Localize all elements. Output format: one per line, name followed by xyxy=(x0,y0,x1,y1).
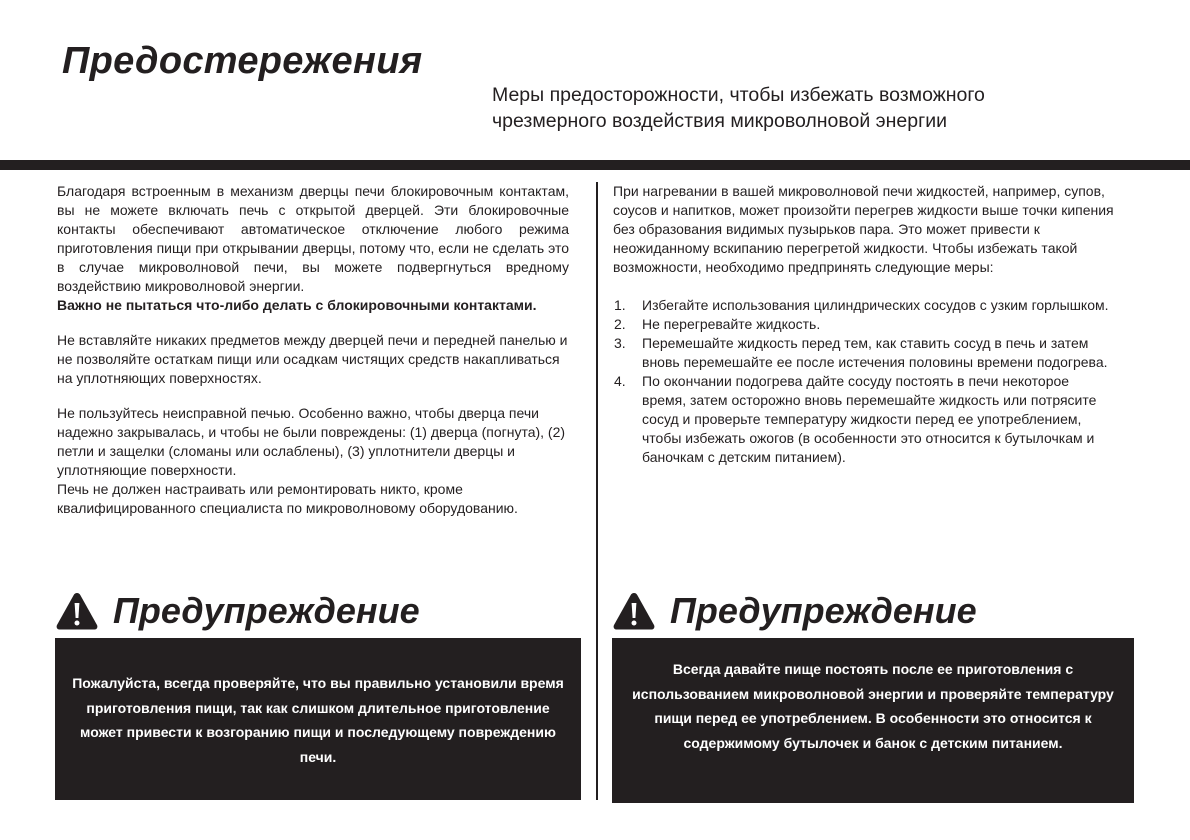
step-number: 3. xyxy=(614,335,626,351)
step-text: Не перегревайте жидкость. xyxy=(642,316,821,332)
column-divider xyxy=(596,182,598,800)
warning-title: Предупреждение xyxy=(670,590,977,631)
subtitle-line-1: Меры предосторожности, чтобы избежать возможного xyxy=(492,84,985,106)
superheating-intro: При нагревании в вашей микроволновой печи жидкостей, например, супов, соусов и напитков, может произойти перегрев жидкости выше точки кипения без образования видимых пузырьков пара. Это может привести к неожиданному вскипанию перегретой жидкости. Чтобы избежать такой возможности, необходимо предпринять следующие меры: xyxy=(613,183,1114,275)
warning-triangle-icon xyxy=(612,591,656,631)
step-number: 2. xyxy=(614,316,626,332)
interlock-paragraph: Благодаря встроенным в механизм дверцы печи блокировочным контактам, вы не можете включать печь с открытой дверцей. Эти блокировочные контакты обеспечивают автоматическое отключение любого режима приготовления пищи при открывании дверцы, потому что, если не сделать это в случае микроволновой печи, вы можете подвергнуться вредному воздействию микроволновой энергии. xyxy=(57,183,569,294)
right-column xyxy=(613,182,1115,467)
warning-heading-left xyxy=(55,588,420,634)
warning-heading-right xyxy=(612,588,977,634)
step-number: 1. xyxy=(614,297,626,313)
warning-title: Предупреждение xyxy=(113,590,420,631)
damaged-oven-paragraph: Не пользуйтесь неисправной печью. Особенно важно, чтобы дверца печи надежно закрывалась, и чтобы не были повреждены: (1) дверца (погнута), (2) петли и защелки (сломаны или ослаблены), (3) уплотнители дверцы и уплотняющие поверхности. xyxy=(57,405,566,478)
warning-text: Всегда давайте пище постоять после ее приготовления с использованием микроволновой энергии и проверяйте температуру пищи перед ее употреблением. В особенности это относится к содержимому бутылочек и банок с детским питанием. xyxy=(632,661,1114,751)
list-item xyxy=(613,334,1115,372)
header-rule xyxy=(0,160,1190,170)
sealing-surfaces-paragraph: Не вставляйте никаких предметов между дверцей печи и передней панелью и не позволяйте остаткам пищи или осадкам чистящих средств накапливаться на уплотняющих поверхностях. xyxy=(57,332,568,386)
left-column xyxy=(57,182,569,518)
step-text: По окончании подогрева дайте сосуду постоять в печи некоторое время, затем осторожно вновь перемешайте жидкость или потрясите сосуд и проверьте температуру жидкости перед ее употреблением, чтобы избежать ожогов (в особенности это относится к бутылочкам и баночкам с детским питанием). xyxy=(642,373,1097,465)
list-item xyxy=(613,372,1115,467)
step-text: Избегайте использования цилиндрических сосудов с узким горлышком. xyxy=(642,297,1109,313)
subtitle-line-2: чрезмерного воздействия микроволновой энергии xyxy=(492,110,947,132)
list-item xyxy=(613,296,1115,315)
warning-box-cooking-time xyxy=(55,638,581,800)
list-item xyxy=(613,315,1115,334)
step-number: 4. xyxy=(614,373,626,389)
warning-triangle-icon xyxy=(55,591,99,631)
interlock-important-note: Важно не пытаться что-либо делать с блокировочными контактами. xyxy=(57,297,537,313)
step-text: Перемешайте жидкость перед тем, как ставить сосуд в печь и затем вновь перемешайте ее после истечения половины времени подогрева. xyxy=(642,335,1108,370)
service-paragraph: Печь не должен настраивать или ремонтировать никто, кроме квалифицированного специалиста по микроволновому оборудованию. xyxy=(57,481,518,516)
precaution-steps-list xyxy=(613,296,1115,467)
page-subtitle xyxy=(492,82,1092,134)
warning-box-standing-time xyxy=(612,638,1134,803)
page-title: Предостережения xyxy=(62,40,423,82)
warning-text: Пожалуйста, всегда проверяйте, что вы правильно установили время приготовления пищи, так как слишком длительное приготовление может привести к возгоранию пищи и последующему повреждению печи. xyxy=(72,675,564,765)
